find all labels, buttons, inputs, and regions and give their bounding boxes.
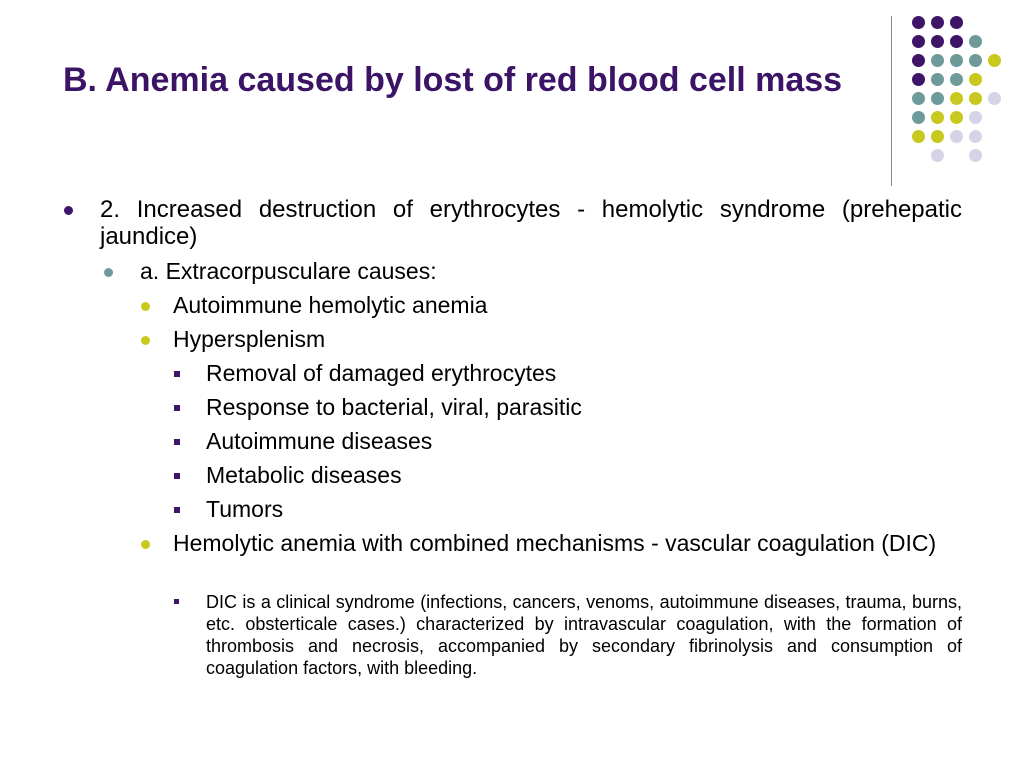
decor-dot bbox=[931, 35, 944, 48]
decor-dot bbox=[988, 92, 1001, 105]
decor-dot bbox=[912, 54, 925, 67]
list-item-text: Autoimmune diseases bbox=[206, 428, 433, 454]
decor-dot bbox=[950, 130, 963, 143]
list-item bbox=[140, 258, 962, 285]
decor-dot bbox=[950, 54, 963, 67]
decor-dot bbox=[969, 73, 982, 86]
list-item-text: Metabolic diseases bbox=[206, 462, 402, 488]
list-item-text: 2. Increased destruction of erythrocytes - hemolytic syndrome (prehepatic jaundice) bbox=[100, 196, 962, 250]
decor-dot bbox=[931, 73, 944, 86]
list-item bbox=[173, 326, 962, 353]
list-item-text: Tumors bbox=[206, 496, 284, 522]
decor-dot bbox=[950, 92, 963, 105]
list-item-text: Removal of damaged erythrocytes bbox=[206, 360, 557, 386]
list-item bbox=[206, 428, 962, 455]
decor-dot bbox=[969, 111, 982, 124]
decor-dot bbox=[931, 54, 944, 67]
decor-dot bbox=[912, 73, 925, 86]
decor-dot bbox=[988, 54, 1001, 67]
list-item-text: Hypersplenism bbox=[173, 326, 326, 352]
list-item-text: DIC is a clinical syndrome (infections, cancers, venoms, autoimmune diseases, trauma, burns, etc. obsterticale cases.) characterized by intravascular coagulation, with the formation of thrombosis and necrosis, accompanied by secondary fibrinolysis and consumption of coagulation factors, with bleeding. bbox=[206, 592, 962, 678]
decor-dot bbox=[931, 130, 944, 143]
decor-dot bbox=[912, 35, 925, 48]
bullet-square-icon bbox=[174, 371, 180, 377]
bullet-dot-icon bbox=[104, 268, 113, 277]
decor-dot bbox=[931, 111, 944, 124]
decor-dot bbox=[969, 130, 982, 143]
list-item bbox=[100, 196, 962, 250]
bullet-dot-icon bbox=[141, 540, 150, 549]
list-item bbox=[206, 394, 962, 421]
bullet-square-icon bbox=[174, 439, 180, 445]
bullet-square-icon bbox=[174, 473, 180, 479]
bullet-square-icon bbox=[174, 405, 180, 411]
decor-dot bbox=[912, 111, 925, 124]
decorative-dot-grid bbox=[0, 0, 1024, 200]
decor-dot bbox=[969, 149, 982, 162]
decor-dot bbox=[950, 73, 963, 86]
list-item bbox=[173, 530, 962, 557]
list-item-text: a. Extracorpusculare causes: bbox=[140, 258, 437, 284]
list-item-text: Autoimmune hemolytic anemia bbox=[173, 292, 488, 318]
decor-dot bbox=[931, 16, 944, 29]
list-item bbox=[206, 591, 962, 679]
list-item bbox=[173, 292, 962, 319]
list-item bbox=[206, 496, 962, 523]
decor-dot bbox=[969, 54, 982, 67]
decor-dot bbox=[912, 92, 925, 105]
slide-title: B. Anemia caused by lost of red blood cell mass bbox=[63, 61, 843, 99]
decor-dot bbox=[950, 16, 963, 29]
list-item bbox=[206, 360, 962, 387]
bullet-square-icon bbox=[174, 507, 180, 513]
bullet-dot-icon bbox=[141, 302, 150, 311]
list-item-text: Hemolytic anemia with combined mechanisms - vascular coagulation (DIC) bbox=[173, 530, 937, 556]
bullet-dot-icon bbox=[64, 206, 73, 215]
title-divider-line bbox=[891, 16, 892, 186]
bullet-dot-icon bbox=[141, 336, 150, 345]
decor-dot bbox=[969, 92, 982, 105]
decor-dot bbox=[969, 35, 982, 48]
decor-dot bbox=[931, 149, 944, 162]
decor-dot bbox=[950, 111, 963, 124]
decor-dot bbox=[912, 16, 925, 29]
list-item-text: Response to bacterial, viral, parasitic bbox=[206, 394, 582, 420]
decor-dot bbox=[950, 35, 963, 48]
list-item bbox=[206, 462, 962, 489]
decor-dot bbox=[912, 130, 925, 143]
bullet-square-icon bbox=[174, 599, 179, 604]
decor-dot bbox=[931, 92, 944, 105]
